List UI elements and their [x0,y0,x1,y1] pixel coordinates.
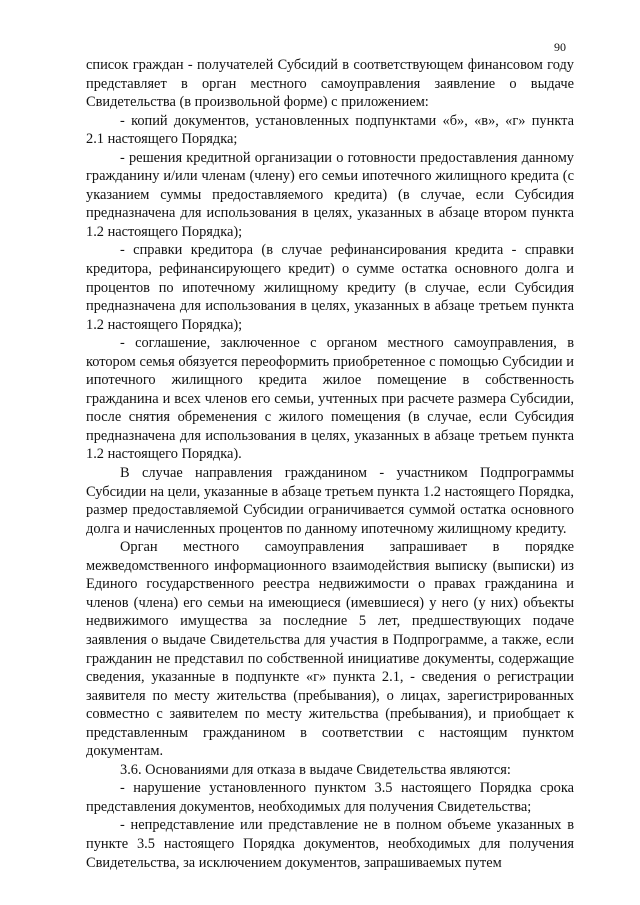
page-number: 90 [554,40,566,54]
paragraph: - непредставление или представление не в полном объеме указанных в пункте 3.5 настоящего Порядка документов, необходимых для получения Свидетельства, за исключением документов, запрашиваемых путем [86,817,574,871]
paragraph: список граждан - получателей Субсидий в соответствующем финансовом году представляет в орган местного самоуправления заявление о выдаче Свидетельства (в произвольной форме) с приложением: [86,57,574,111]
paragraph: В случае направления гражданином - участником Подпрограммы Субсидии на цели, указанные в абзаце третьем пункта 1.2 настоящего Порядка, размер предоставляемой Субсидии ограничивается суммой остатка основного долга и начисленных процентов по данному ипотечному жилищному кредиту. [86,465,575,537]
paragraph: - справки кредитора (в случае рефинансирования кредита - справки кредитора, рефинансирующего кредит) о сумме остатка основного долга и процентов по ипотечному жилищному кредиту (в случае, если Субсидия предназначена для использования в целях, указанных в абзаце третьем пункта 1.2 настоящего Порядка); [86,242,574,333]
paragraph: - нарушение установленного пунктом 3.5 настоящего Порядка срока представления документов, необходимых для получения Свидетельства; [86,780,574,815]
paragraph: 3.6. Основаниями для отказа в выдаче Свидетельства являются: [120,761,511,778]
document-body [86,56,574,872]
paragraph: Орган местного самоуправления запрашивает в порядке межведомственного информационного взаимодействия выписку (выписки) из Единого государственного реестра недвижимости о правах гражданина и членов (члена) его семьи на имеющиеся (имевшиеся) у него (у них) объекты недвижимого имущества за последние 5 лет, предшествующих подаче заявления о выдаче Свидетельства для участия в Подпрограмме, а также, если гражданин не представил по собственной инициативе документы, содержащие сведения, указанные в подпункте «г» пункта 2.1, - сведения о регистрации заявителя по месту жительства (пребывания), о лицах, зарегистрированных совместно с заявителем по месту жительства (пребывания), и приобщает к представленным гражданином в соответствии с настоящим пунктом документам. [86,539,574,760]
paragraph: - соглашение, заключенное с органом местного самоуправления, в котором семья обязуется переоформить приобретенное с помощью Субсидии и ипотечного жилищного кредита жилое помещение в собственность гражданина и всех членов его семьи, учтенных при расчете размера Субсидии, после снятия обременения с жилого помещения (в случае, если Субсидия предназначена для использования в целях, указанных в абзаце третьем пункта 1.2 настоящего Порядка). [86,335,574,463]
paragraph: - копий документов, установленных подпунктами «б», «в», «г» пункта 2.1 настоящего Порядка; [86,112,574,148]
paragraph: - решения кредитной организации о готовности предоставления данному гражданину и/или членам (члену) его семьи ипотечного жилищного кредита (с указанием суммы предоставляемого кредита) (в случае, если Субсидия предназначена для использования в целях, указанных в абзаце втором пункта 1.2 настоящего Порядка); [86,149,574,240]
